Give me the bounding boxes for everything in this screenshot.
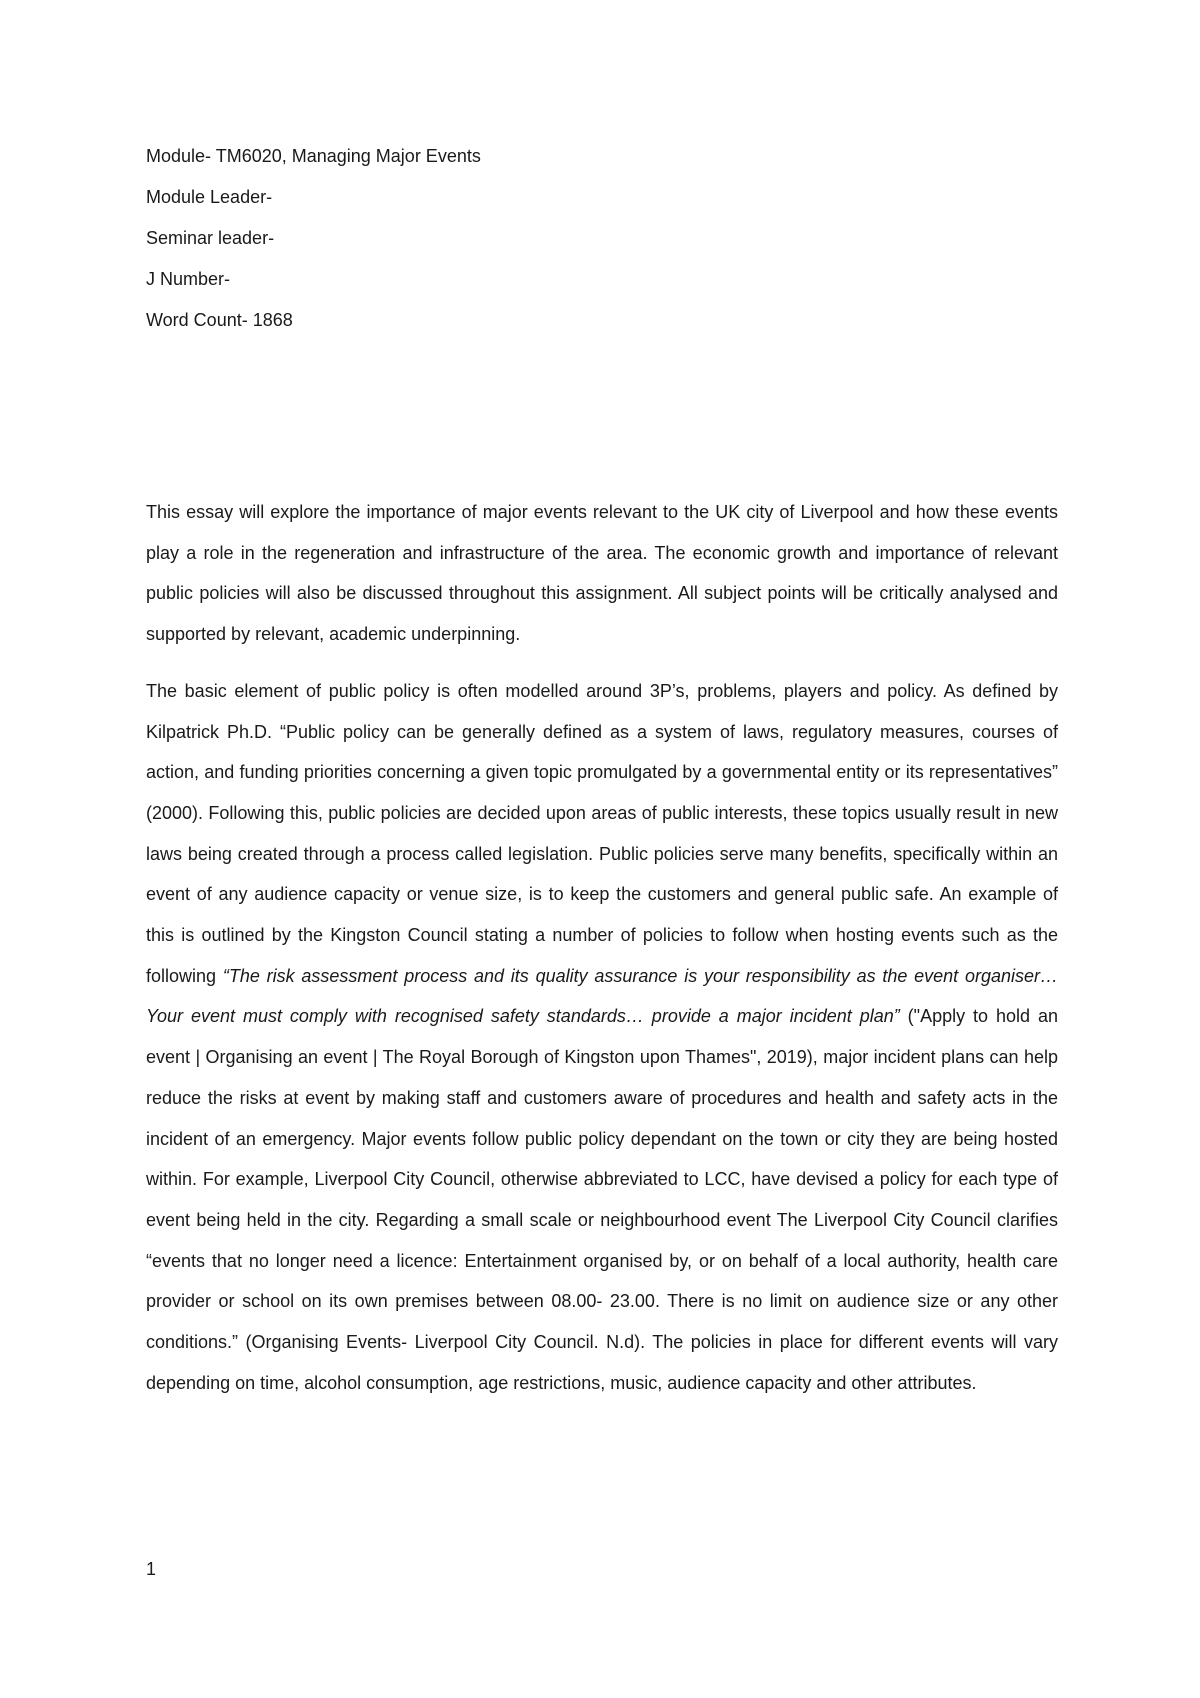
module-leader-label: Module Leader- [146, 187, 273, 207]
essay-body [146, 492, 1058, 1403]
word-count-label: Word Count- 1868 [146, 310, 293, 330]
page-number: 1 [146, 1559, 157, 1579]
kingston-council-quote: “The risk assessment process and its quality assurance is your responsibility as the event organiser… Your event must comply with recognised safety standards… provide a major incident plan” [146, 965, 1058, 1027]
j-number-label: J Number- [146, 269, 231, 289]
intro-paragraph: This essay will explore the importance of major events relevant to the UK city of Liverpool and how these events play a role in the regeneration and infrastructure of the area. The economic growth and importance of relevant public policies will also be discussed throughout this assignment. All subject points will be critically analysed and supported by relevant, academic underpinning. [146, 502, 1058, 645]
public-policy-paragraph [146, 671, 1058, 1404]
document-header [146, 145, 846, 350]
seminar-leader-label: Seminar leader- [146, 228, 275, 248]
policy-text-before-quote: The basic element of public policy is often modelled around 3P’s, problems, players and policy. As defined by Kilpatrick Ph.D. “Public policy can be generally defined as a system of laws, regulatory measures, courses of action, and funding priorities concerning a given topic promulgated by a governmental entity or its representatives” (2000). Following this, public policies are decided upon areas of public interests, these topics usually result in new laws being created through a process called legislation. Public policies serve many benefits, specifically within an event of any audience capacity or venue size, is to keep the customers and general public safe. An example of this is outlined by the Kingston Council stating a number of policies to follow when hosting events such as the following [146, 680, 1058, 986]
policy-text-after-quote: ("Apply to hold an event | Organising an event | The Royal Borough of Kingston upon Thames", 2019), major incident plans can help reduce the risks at event by making staff and customers aware of procedures and health and safety acts in the incident of an emergency. Major events follow public policy dependant on the town or city they are being hosted within. For example, Liverpool City Council, otherwise abbreviated to LCC, have devised a policy for each type of event being held in the city. Regarding a small scale or neighbourhood event The Liverpool City Council clarifies “events that no longer need a licence: Entertainment organised by, or on behalf of a local authority, health care provider or school on its own premises between 08.00- 23.00. There is no limit on audience size or any other conditions.” (Organising Events- Liverpool City Council. N.d). The policies in place for different events will vary depending on time, alcohol consumption, age restrictions, music, audience capacity and other attributes. [146, 1006, 1059, 1393]
module-title: Module- TM6020, Managing Major Events [146, 146, 481, 166]
